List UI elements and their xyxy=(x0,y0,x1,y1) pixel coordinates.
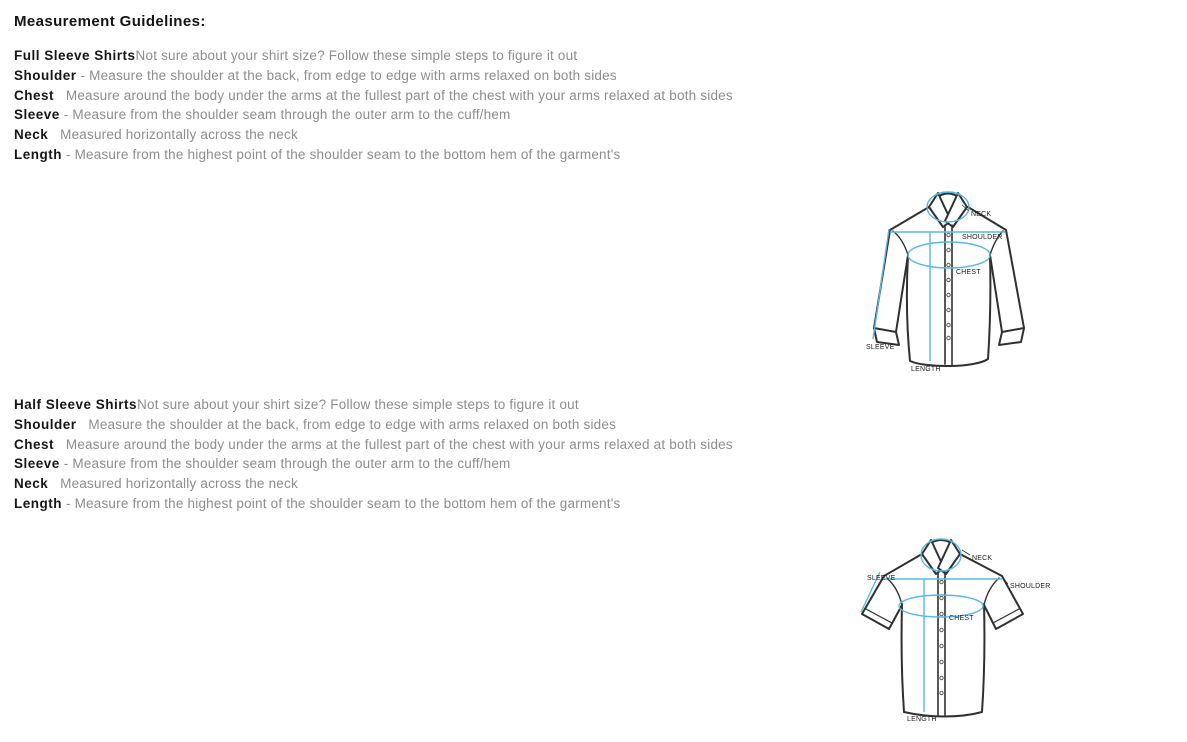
measure-desc: Measure from the highest point of the shoulder seam to the bottom hem of the garment's xyxy=(74,495,621,511)
button xyxy=(947,278,950,281)
button xyxy=(940,612,943,615)
button xyxy=(940,691,943,694)
measure-term: Shoulder xyxy=(14,67,77,83)
button xyxy=(940,580,943,583)
left-shoulder-seam xyxy=(890,207,929,230)
separator xyxy=(54,437,66,452)
page-title: Measurement Guidelines: xyxy=(14,13,206,30)
measure-desc: Measure the shoulder at the back, from edge to edge with arms relaxed on both sides xyxy=(89,67,617,83)
full-sleeve-section xyxy=(14,46,733,165)
button xyxy=(947,323,950,326)
measure-term: Chest xyxy=(14,87,55,103)
separator xyxy=(77,417,89,432)
separator xyxy=(54,88,66,103)
measure-term: Length xyxy=(14,146,62,162)
measure-term: Chest xyxy=(14,436,55,452)
button xyxy=(940,596,943,599)
measure-line xyxy=(14,86,733,106)
measure-line xyxy=(14,415,733,435)
section-intro: Not sure about your shirt size? Follow these simple steps to figure it out xyxy=(135,48,578,63)
full-sleeve-shirt-diagram xyxy=(853,181,1048,386)
measure-desc: Measured horizontally across the neck xyxy=(60,476,298,492)
measure-line xyxy=(14,145,733,165)
measure-line xyxy=(14,125,733,145)
button xyxy=(947,308,950,311)
measure-desc: Measure from the highest point of the shoulder seam to the bottom hem of the garment's xyxy=(74,146,621,162)
measure-line xyxy=(14,454,733,474)
separator xyxy=(48,127,60,142)
measure-term: Neck xyxy=(14,476,49,492)
measure-desc: Measure around the body under the arms at the fullest part of the chest with your arms relaxed at both sides xyxy=(65,436,733,452)
neck-label-leader xyxy=(962,550,970,555)
measure-desc: Measure around the body under the arms at the fullest part of the chest with your arms relaxed at both sides xyxy=(65,87,733,103)
measure-desc: Measure from the shoulder seam through the outer arm to the cuff/hem xyxy=(72,456,511,472)
section-heading-line xyxy=(14,395,733,415)
measure-term: Sleeve xyxy=(14,107,60,123)
section-intro: Not sure about your shirt size? Follow these simple steps to figure it out xyxy=(137,397,579,412)
button xyxy=(947,233,950,236)
button xyxy=(947,263,950,266)
separator xyxy=(48,476,60,491)
button xyxy=(940,660,943,663)
measure-desc: Measured horizontally across the neck xyxy=(60,127,298,143)
shoulder-label: SHOULDER xyxy=(1010,583,1051,590)
button xyxy=(947,248,950,251)
button xyxy=(940,644,943,647)
left-shoulder-seam xyxy=(884,554,922,576)
separator: - xyxy=(76,67,90,83)
left-sleeve-path xyxy=(862,576,902,629)
button xyxy=(940,676,943,679)
shoulder-label: SHOULDER xyxy=(962,234,1003,241)
separator: - xyxy=(59,107,73,123)
measure-term: Neck xyxy=(14,127,49,143)
length-label: LENGTH xyxy=(911,366,941,373)
measure-line xyxy=(14,474,733,494)
separator: - xyxy=(62,495,75,511)
section-heading: Full Sleeve Shirts xyxy=(14,48,136,63)
measure-line xyxy=(14,66,733,86)
half-sleeve-shirt-diagram xyxy=(850,528,1060,738)
sleeve-label: SLEEVE xyxy=(866,344,895,351)
left-sleeve-path xyxy=(874,230,908,345)
chest-label: CHEST xyxy=(949,615,974,622)
measure-term: Length xyxy=(14,495,62,511)
section-heading-line xyxy=(14,46,733,66)
button xyxy=(940,628,943,631)
measure-desc: Measure from the shoulder seam through the outer arm to the cuff/hem xyxy=(72,107,511,123)
measure-line xyxy=(14,494,733,514)
measure-term: Sleeve xyxy=(14,456,60,472)
button xyxy=(947,336,950,339)
neck-label: NECK xyxy=(971,211,992,218)
right-sleeve-path xyxy=(990,230,1024,345)
separator: - xyxy=(59,456,73,472)
length-label: LENGTH xyxy=(907,716,937,723)
measure-desc: Measure the shoulder at the back, from edge to edge with arms relaxed on both sides xyxy=(88,416,617,432)
separator: - xyxy=(62,146,75,162)
measure-term: Shoulder xyxy=(14,416,77,432)
measure-line xyxy=(14,435,733,455)
measure-line xyxy=(14,105,733,125)
button xyxy=(947,293,950,296)
neck-label: NECK xyxy=(972,555,993,562)
sleeve-label: SLEEVE xyxy=(867,575,896,582)
half-sleeve-section xyxy=(14,395,733,514)
chest-label: CHEST xyxy=(956,269,981,276)
section-heading: Half Sleeve Shirts xyxy=(14,397,138,412)
